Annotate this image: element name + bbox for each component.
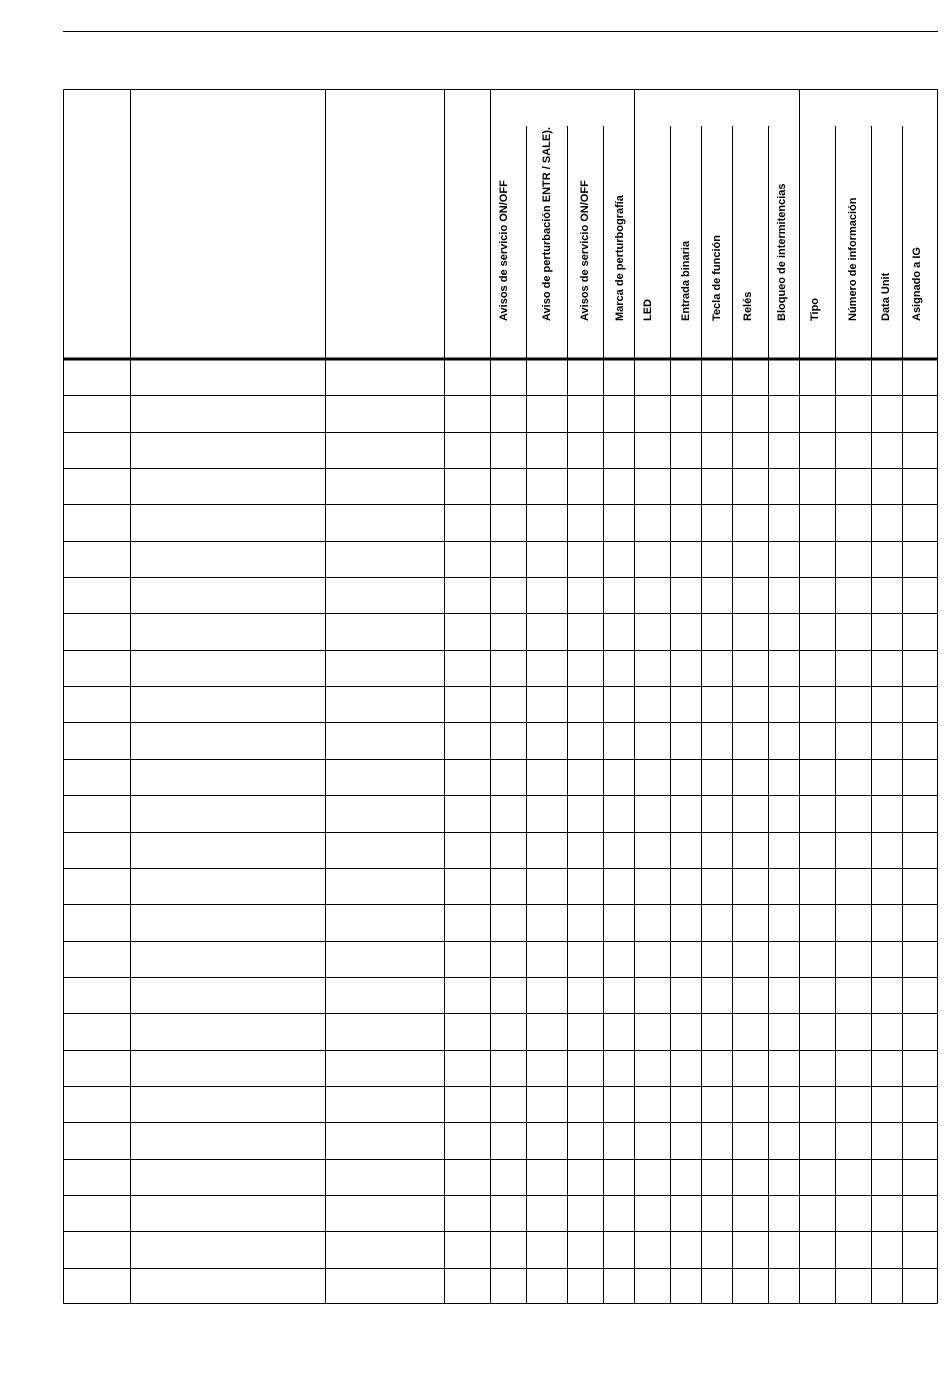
column-header-5: LED (642, 299, 654, 321)
column-header-4: Marca de perturbografía (614, 195, 626, 321)
column-header-12: Data Unit (880, 272, 892, 321)
column-header-7: Tecla de función (711, 235, 723, 321)
column-header-11: Número de información (847, 197, 859, 321)
page-header-rule (63, 31, 938, 32)
column-header-3: Avisos de servicio ON/OFF (579, 180, 591, 321)
column-header-13: Asignado a IG (911, 247, 923, 321)
allocation-table (63, 89, 938, 1304)
column-header-6: Entrada binaria (680, 240, 692, 321)
column-header-8: Relés (742, 291, 754, 321)
column-header-2: Aviso de perturbación ENTR / SALE). (541, 127, 553, 321)
column-header-1: Avisos de servicio ON/OFF (498, 180, 510, 321)
column-header-9: Bloqueo de intermitencias (776, 183, 788, 321)
column-header-10: Tipo (809, 297, 821, 321)
